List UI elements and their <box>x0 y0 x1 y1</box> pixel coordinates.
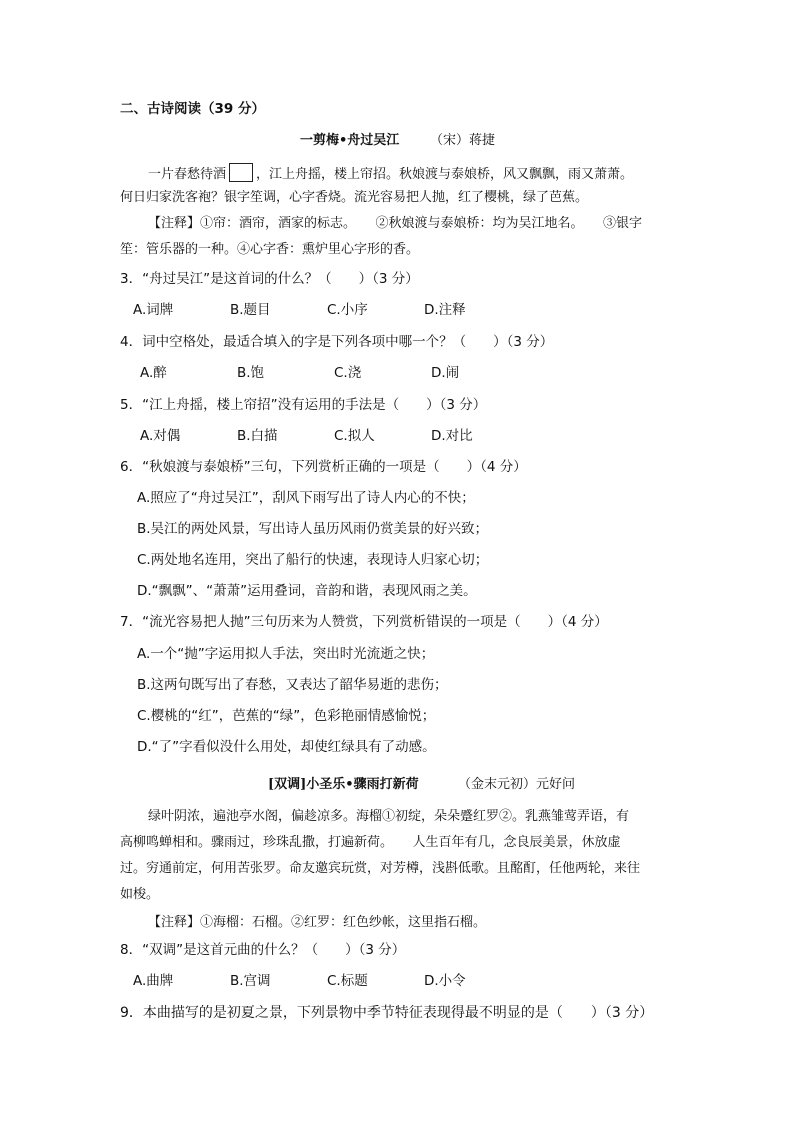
option-c[interactable]: C.樱桃的“红”，芭蕉的“绿”，色彩艳丽情感愉悦； <box>137 708 436 724</box>
fill-blank-box[interactable] <box>229 163 253 182</box>
option-d[interactable]: D.小令 <box>424 973 466 989</box>
question-8-options <box>133 972 533 990</box>
poem2-line1: 绿叶阴浓，遍池亭水阁，偏趁凉多。海榴①初绽，朵朵蹙红罗②。乳燕雏莺弄语，有 <box>148 809 630 824</box>
poem1-line1-start: 一片春愁待酒 <box>148 167 227 182</box>
option-a[interactable]: A.醉 <box>140 365 167 381</box>
poem1-line2: 何日归家洗客袍？银字笙调，心字香烧。流光容易把人抛，红了樱桃，绿了芭蕉。 <box>120 190 589 205</box>
poem1-author: （宋）蒋捷 <box>430 133 496 148</box>
question-9-stem: 9．本曲描写的是初夏之景，下列景物中季节特征表现得最不明显的是（ ）（3 分） <box>120 1005 654 1021</box>
question-4-options <box>140 364 540 382</box>
option-a[interactable]: A.曲牌 <box>133 973 174 989</box>
poem2-title: [双调]小圣乐•骤雨打新荷 <box>268 777 419 792</box>
question-3-options <box>133 301 533 319</box>
poem1-note-2: 笙：管乐器的一种。④心字香：熏炉里心字形的香。 <box>120 242 420 257</box>
section-title: 二、古诗阅读（39 分） <box>120 101 265 117</box>
option-d[interactable]: D.注释 <box>424 302 466 318</box>
option-a[interactable]: A.对偶 <box>140 428 181 444</box>
poem2-line2: 高柳鸣蝉相和。骤雨过，珍珠乱撒，打遍新荷。 人生百年有几，念良辰美景，休放虚 <box>120 835 621 850</box>
option-d[interactable]: D.“了”字看似没什么用处，却使红绿具有了动感。 <box>137 739 436 755</box>
option-b[interactable]: B.白描 <box>237 428 278 444</box>
poem1-line1-end: ，江上舟摇，楼上帘招。秋娘渡与泰娘桥，风又飘飘，雨又萧萧。 <box>256 167 634 182</box>
question-3-stem: 3．“舟过吴江”是这首词的什么？（ ）（3 分） <box>120 271 419 287</box>
poem1-title: 一剪梅•舟过吴江 <box>300 133 400 148</box>
question-8-stem: 8．“双调”是这首元曲的什么？（ ）（3 分） <box>120 942 406 958</box>
option-c[interactable]: C.浇 <box>334 365 362 381</box>
poem2-line4: 如梭。 <box>120 887 160 902</box>
option-b[interactable]: B.这两句既写出了春愁，又表达了韶华易逝的悲伤； <box>137 677 448 693</box>
poem2-note: 【注释】①海榴：石榴。②红罗：红色纱帐，这里指石榴。 <box>148 915 487 930</box>
poem2-line3: 过。穷通前定，何用苦张罗。命友邀宾玩赏，对芳樽，浅斟低歌。且酩酊，任他两轮，来往 <box>120 861 641 876</box>
option-b[interactable]: B.题目 <box>230 302 271 318</box>
option-b[interactable]: B.吴江的两处风景，写出诗人虽历风雨仍赏美景的好兴致； <box>137 521 489 537</box>
option-d[interactable]: D.“飘飘”、“萧萧”运用叠词，音韵和谐，表现风雨之美。 <box>137 583 477 599</box>
option-a[interactable]: A.照应了“舟过吴江”，刮风下雨写出了诗人内心的不快； <box>137 490 475 506</box>
option-a[interactable]: A.词牌 <box>133 302 174 318</box>
question-5-options <box>140 427 540 445</box>
question-7-stem: 7．“流光容易把人抛”三句历来为人赞赏，下列赏析错误的一项是（ ）（4 分） <box>120 614 608 630</box>
option-c[interactable]: C.两处地名连用，突出了船行的快速，表现诗人归家心切； <box>137 552 489 568</box>
poem1-note-1: 【注释】①帘：酒帘，酒家的标志。 ②秋娘渡与泰娘桥：均为吴江地名。 ③银字 <box>148 216 643 231</box>
option-c[interactable]: C.拟人 <box>334 428 375 444</box>
question-4-stem: 4．词中空格处，最适合填入的字是下列各项中哪一个？（ ）（3 分） <box>120 334 554 350</box>
poem1-line1 <box>148 163 633 184</box>
option-c[interactable]: C.标题 <box>327 973 368 989</box>
option-a[interactable]: A.一个“抛”字运用拟人手法，突出时光流逝之快； <box>137 646 435 662</box>
option-b[interactable]: B.宫调 <box>230 973 271 989</box>
question-5-stem: 5．“江上舟摇，楼上帘招”没有运用的手法是（ ）（3 分） <box>120 397 487 413</box>
poem2-author: （金末元初）元好问 <box>458 777 576 792</box>
option-c[interactable]: C.小序 <box>327 302 368 318</box>
option-b[interactable]: B.饱 <box>237 365 265 381</box>
option-d[interactable]: D.闹 <box>431 365 460 381</box>
question-6-stem: 6．“秋娘渡与泰娘桥”三句，下列赏析正确的一项是（ ）（4 分） <box>120 459 527 475</box>
option-d[interactable]: D.对比 <box>431 428 473 444</box>
